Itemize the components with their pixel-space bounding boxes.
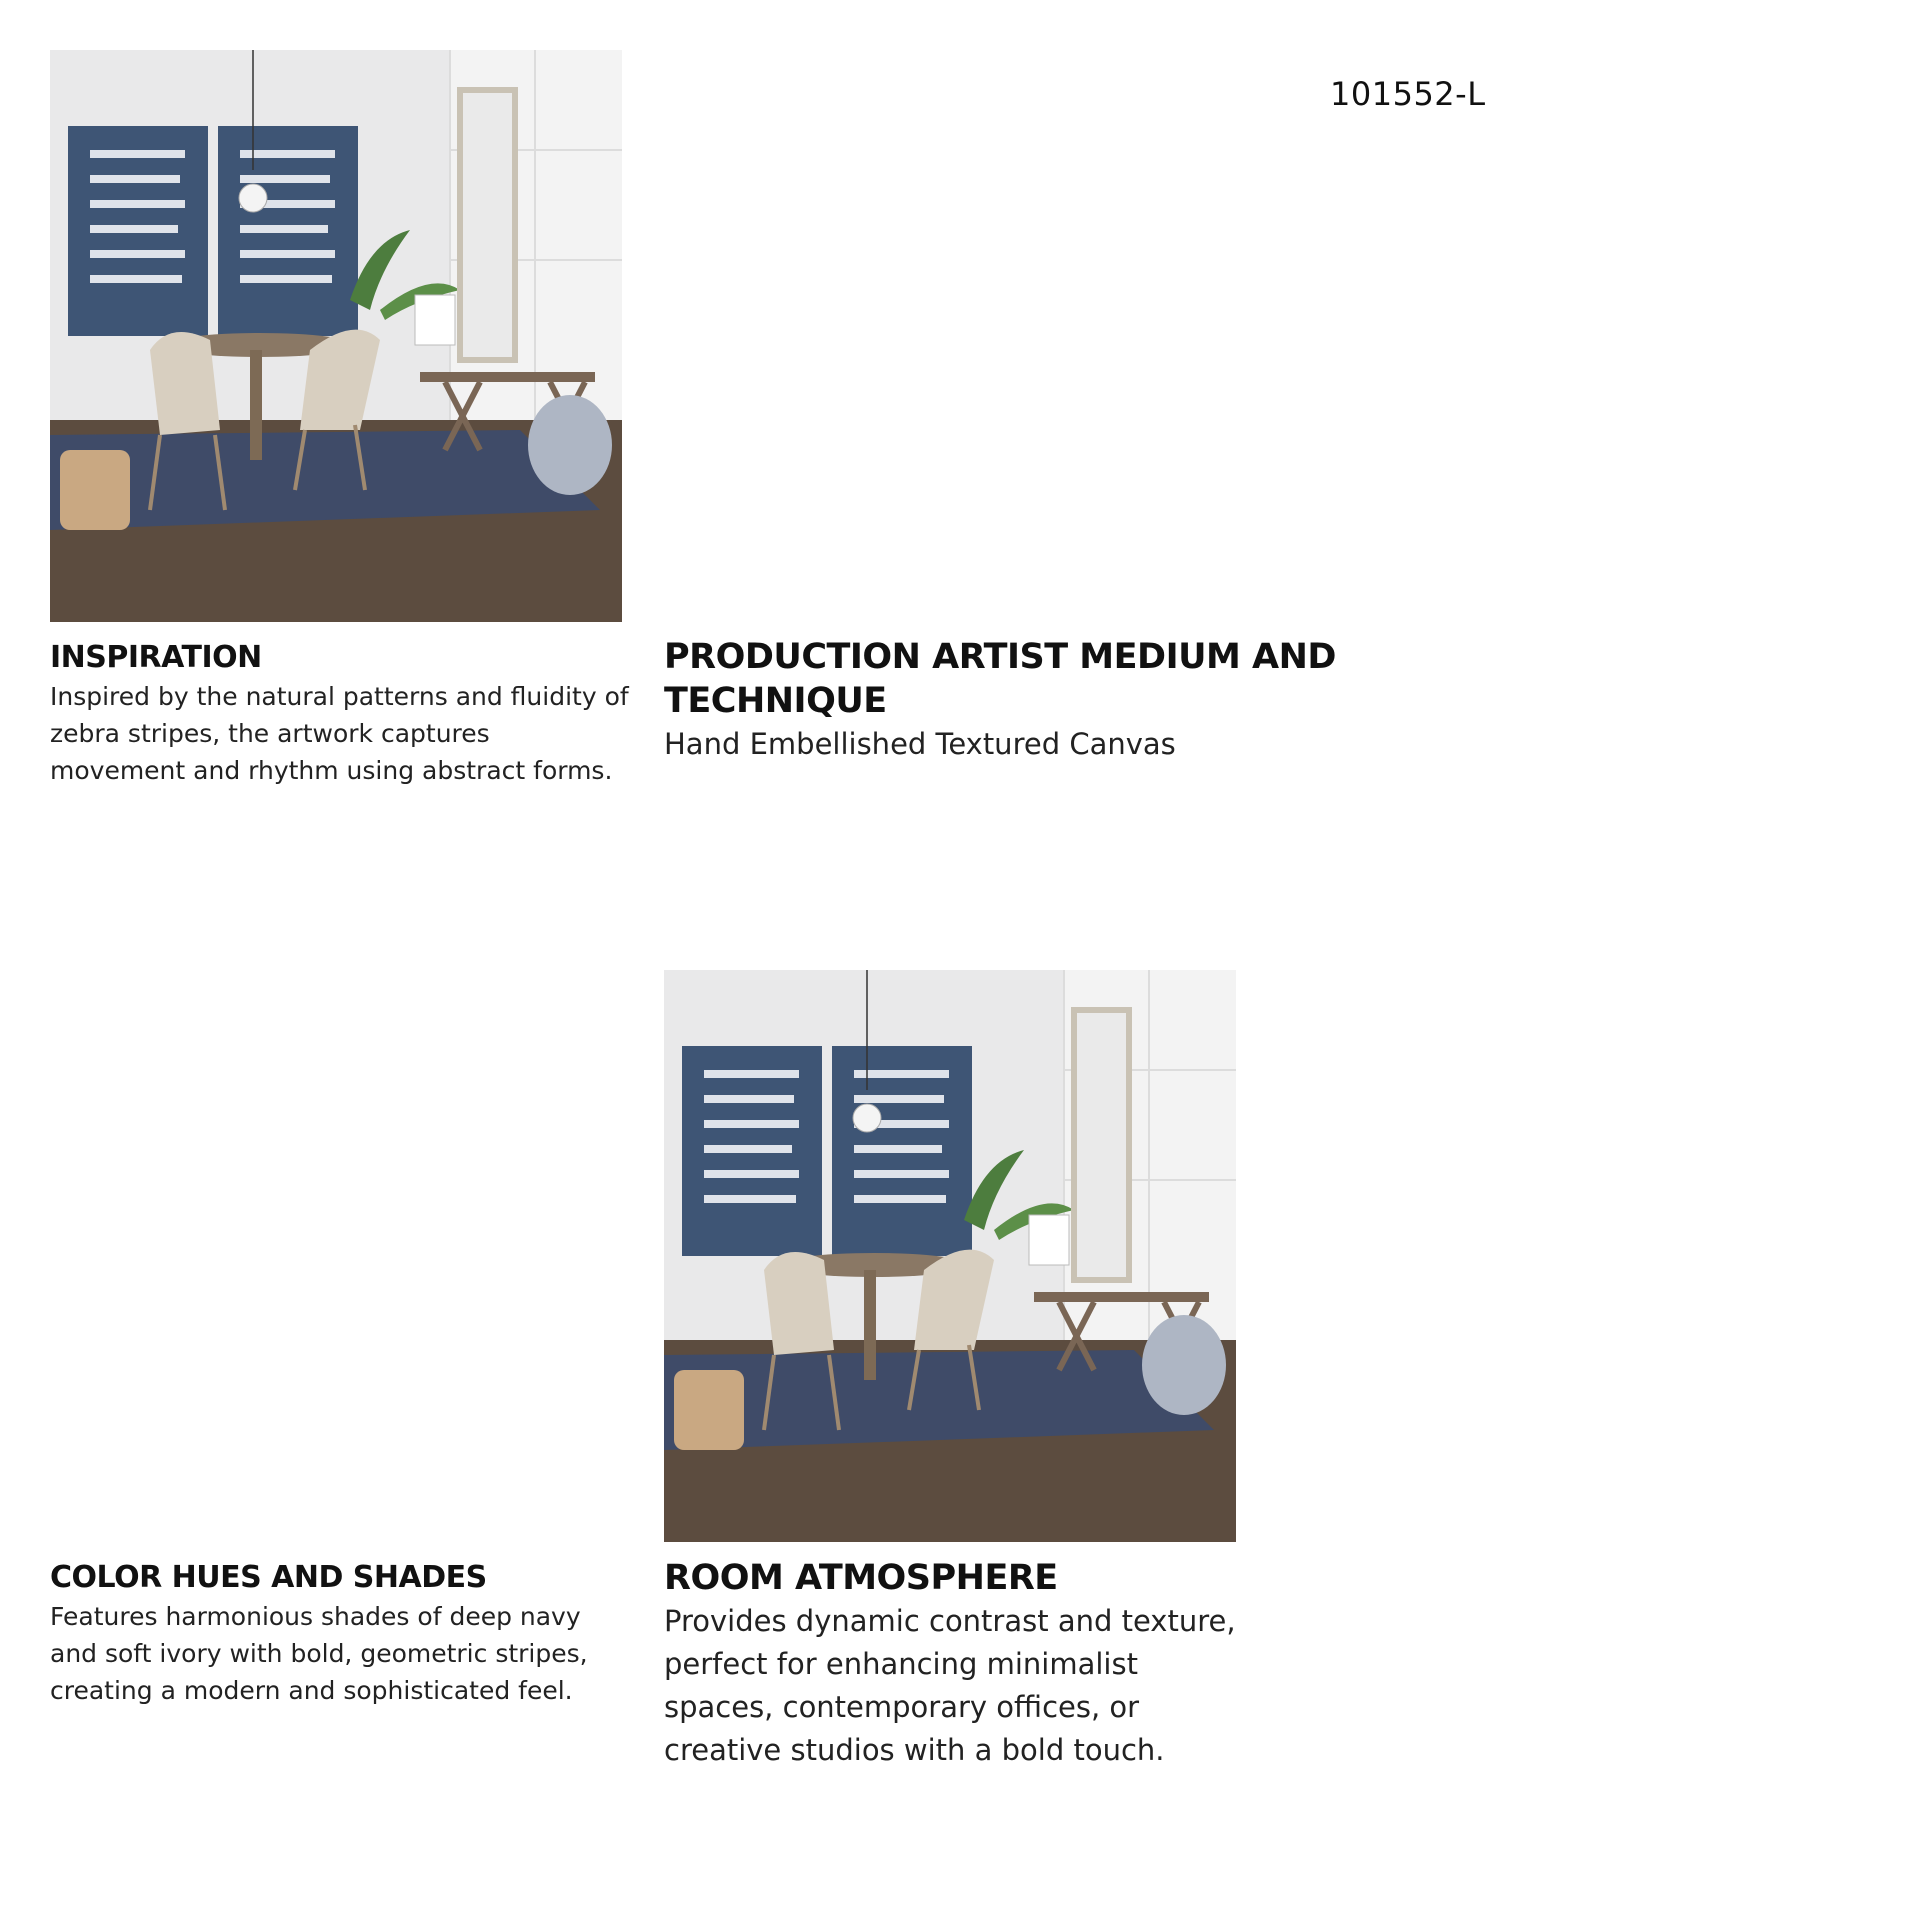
room-photo-top — [50, 50, 622, 622]
color-section — [50, 1558, 610, 1709]
product-code: 101552-L — [1330, 75, 1486, 113]
room-heading: ROOM ATMOSPHERE — [664, 1558, 1058, 1598]
inspiration-section — [50, 638, 630, 789]
production-section — [664, 635, 1564, 766]
production-heading: PRODUCTION ARTIST MEDIUM AND TECHNIQUE — [664, 637, 1336, 721]
color-body: Features harmonious shades of deep navy and soft ivory with bold, geometric stripes, creating a modern and sophisticated feel. — [50, 1602, 588, 1705]
inspiration-body: Inspired by the natural patterns and fluidity of zebra stripes, the artwork captures movement and rhythm using abstract forms. — [50, 682, 629, 785]
production-body: Hand Embellished Textured Canvas — [664, 727, 1176, 761]
room-body: Provides dynamic contrast and texture, perfect for enhancing minimalist spaces, contemporary offices, or creative studios with a bold touch. — [664, 1604, 1236, 1767]
color-heading: COLOR HUES AND SHADES — [50, 1560, 487, 1595]
inspiration-heading: INSPIRATION — [50, 640, 262, 675]
room-section — [664, 1556, 1244, 1772]
room-photo-bottom — [664, 970, 1236, 1542]
